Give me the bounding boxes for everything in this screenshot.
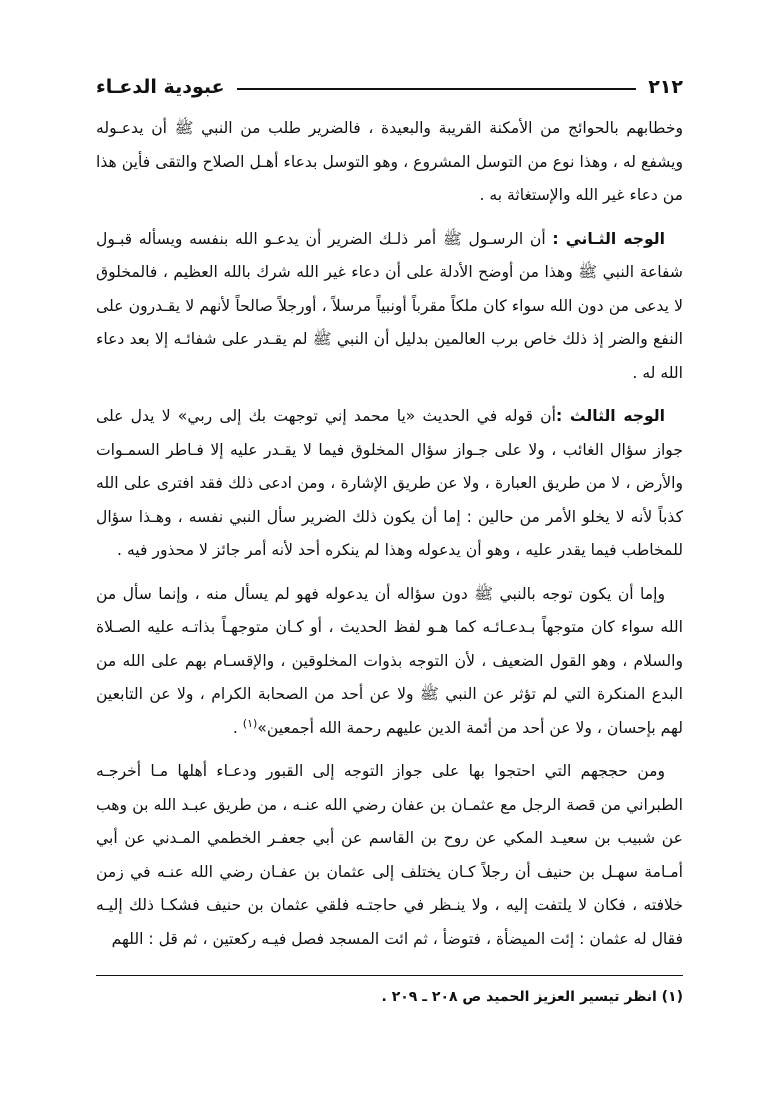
paragraph-3-text: أن قوله في الحديث «يا محمد إني توجهت بك إلى ربي» لا يدل على جواز سؤال الغائب ، ولا على جـواز سؤال المخلوق فيما لا يقـدر عليه إلا فـاطر السمـوات والأرض ، لا من طريق العبارة ، ولا عن طريق الإشارة ، ومن ادعى ذلك فقد افترى على الله كذباً لأنه لا يخلو الأمر من حالين : إما أن يكون ذلك الضرير سأل النبي نفسه ، وهـذا سؤال للمخاطب فيما يقدر عليه ، وهو أن يدعوله وهذا لم ينكره أحد لأنه أمر جائز لا محذور فيه .: [96, 407, 683, 559]
paragraph-3-lead: الوجه الثالث :: [555, 407, 665, 425]
paragraph-4-tail: .: [232, 718, 243, 737]
footnote-rule: [96, 975, 683, 976]
paragraph-2-text: أن الرسـول ﷺ أمر ذلـك الضرير أن يدعـو الله بنفسه ويسأله قبـول شفاعة النبي ﷺ وهذا من أوضح الأدلة على أن دعاء غير الله شرك بالله العظيم ، فالمخلوق لا يدعى من دون الله سواء كان ملكاً مقرباً أونبياً مرسلاً ، أورجلاً صالحاً لأنهم لا يقـدرون على النفع والضر إذ ذلك خاص برب العالمين بدليل أن النبي ﷺ لم يقـدر على شفائـه إلا بعد دعاء الله له .: [96, 229, 683, 382]
paragraph-4-text: وإما أن يكون توجه بالنبي ﷺ دون سؤاله أن يدعوله فهو لم يسأل منه ، وإنما سأل من الله سواء كان متوجهاً بـدعـائـه كما هـو لفظ الحديث ، أو كـان متوجهـاً بذاتـه عليه الصـلاة والسلام ، وهو القول الضعيف ، لأن التوجه بذوات المخلوقين ، والإقسـام بهم على الله من البدع المنكرة التي لم تؤثر عن النبي ﷺ ولا عن أحد من الصحابة الكرام ، ولا عن التابعين لهم بإحسان ، ولا عن أحد من أئمة الدين عليهم رحمة الله أجمعين»: [96, 584, 683, 737]
paragraph-2: [96, 223, 683, 391]
footnote: (١) انظر تيسير العزيز الحميد ص ٢٠٨ ـ ٢٠٩ .: [381, 989, 683, 1005]
paragraph-3: [96, 400, 683, 568]
paragraph-5-text: ومن حججهم التي احتجوا بها على جواز التوجه إلى القبور ودعـاء أهلها مـا أخرجـه الطبراني من قصة الرجل مع عثمـان بن عفان رضي الله عنـه ، من طريق عبـد الله بن وهب عن شبيب بن سعيـد المكي عن روح بن القاسم عن أبي جعفـر الخطمي المـدني عن أبي أمـامة سهـل بن حنيف أن رجلاً كـان يختلف إلى عثمان بن عفـان رضي الله عنـه في زمن خلافته ، فكان لا يلتفت إليه ، ولا ينـظر في حاجتـه فلقي عثمان بن حنيف فشكـا ذلك إليـه فقال له عثمان : إئت الميضأة ، فتوضأ ، ثم ائت المسجد فصل فيـه ركعتين ، ثم قل : اللهم: [96, 762, 683, 948]
running-title: عبودية الدعـاء: [96, 76, 225, 98]
paragraph-1-text: وخطابهم بالحوائج من الأمكنة القريبة والبعيدة ، فالضرير طلب من النبي ﷺ أن يدعـوله ويشفع له ، وهذا نوع من التوسل المشروع ، وهو التوسل بدعاء أهـل الصلاح والتقى فأين هذا من دعاء غير الله والإستغاثة به .: [96, 119, 683, 204]
paragraph-5: [96, 755, 683, 956]
page-header: [96, 74, 683, 100]
page-body: [96, 112, 683, 966]
footnote-reference: (١): [242, 716, 258, 730]
paragraph-4: [96, 578, 683, 746]
paragraph-1: [96, 112, 683, 213]
page-number: ٢١٢: [648, 76, 683, 98]
paragraph-2-lead: الوجه الثـاني :: [552, 229, 666, 248]
header-rule: [237, 88, 637, 90]
